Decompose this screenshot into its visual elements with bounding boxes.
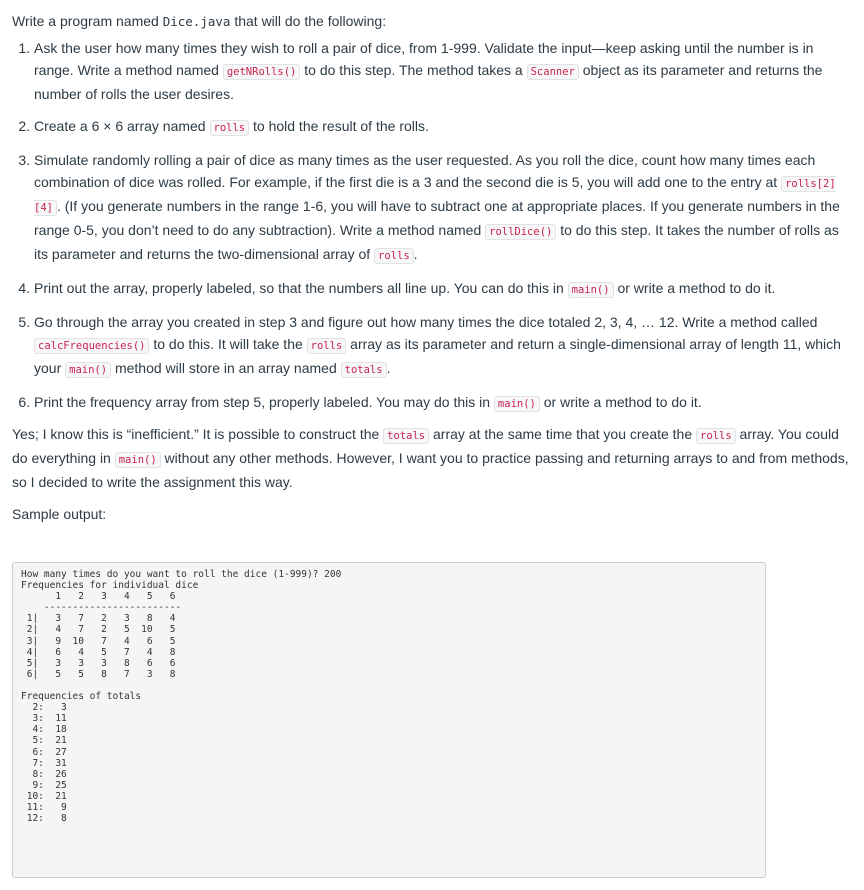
- steps-list: [12, 37, 852, 415]
- totals-row: 10: 21: [21, 790, 67, 802]
- intro-text: Write a program named: [12, 13, 163, 29]
- step-text: to do this step. The method takes a: [300, 62, 527, 78]
- inline-code: main(): [568, 282, 614, 298]
- totals-row: 5: 21: [21, 735, 67, 747]
- inline-code: getNRolls(): [223, 64, 301, 80]
- inline-code: rolls: [210, 120, 250, 136]
- inline-code: rolls: [696, 428, 736, 444]
- step-text: . (If you generate numbers in the range 1-6, you will have to subtract one at appropriate places. If you generate numbers in the range 0-5, you don’t need to do any subtraction). Write a method named: [34, 198, 840, 238]
- step-text: Go through the array you created in step 3 and figure out how many times the dice totaled 2, 3, 4, … 12. Write a method called: [34, 314, 818, 330]
- note-text: array. You could do everything in: [12, 426, 839, 466]
- step-text: or write a method to do it.: [613, 280, 776, 296]
- sample-output-block: [12, 562, 766, 878]
- inline-code: rolls: [307, 338, 347, 354]
- inline-code: main(): [494, 396, 540, 412]
- step-text: .: [386, 360, 391, 376]
- step-5: [34, 311, 852, 381]
- separator-line: ------------------------: [21, 602, 182, 614]
- inline-code: totals: [341, 362, 387, 378]
- sample-output-label: Sample output:: [12, 506, 107, 522]
- step-text: or write a method to do it.: [539, 394, 702, 410]
- step-6: [34, 391, 852, 415]
- step-text: method will store in an array named: [111, 360, 341, 376]
- totals-title-line: Frequencies of totals: [21, 691, 142, 703]
- step-text: Ask the user how many times they wish to roll a pair of dice, from 1-999. Validate the input—keep asking until the number is in range. Write a method named: [34, 40, 814, 78]
- step-4: [34, 277, 852, 301]
- inline-code: rollDice(): [485, 224, 556, 240]
- step-2: [34, 115, 852, 139]
- note-text: without any other methods. However, I want you to practice passing and returning arrays to and from methods, so I decided to write the assignment this way.: [12, 450, 849, 490]
- sample-output-pre: [21, 569, 757, 824]
- totals-row: 6: 27: [21, 746, 67, 758]
- totals-row: 12: 8: [21, 813, 67, 825]
- inline-code: main(): [65, 362, 111, 378]
- totals-row: 3: 11: [21, 713, 67, 725]
- table-row: 4| 6 4 5 7 4 8: [21, 646, 176, 658]
- table-row: 3| 9 10 7 4 6 5: [21, 635, 176, 647]
- col-header-line: 1 2 3 4 5 6: [21, 591, 176, 603]
- inline-code: calcFrequencies(): [34, 338, 149, 354]
- step-3: [34, 149, 852, 267]
- prompt-line: How many times do you want to roll the dice (1-999)? 200: [21, 569, 342, 580]
- table-row: 2| 4 7 2 5 10 5: [21, 624, 176, 636]
- table-row: 6| 5 5 8 7 3 8: [21, 668, 176, 680]
- inline-code: rolls[2][4]: [34, 178, 836, 214]
- note-text: Yes; I know this is “inefficient.” It is possible to construct the: [12, 426, 384, 442]
- note-paragraph: [12, 423, 852, 493]
- step-1: [34, 37, 852, 105]
- step-text: Print the frequency array from step 5, properly labeled. You may do this in: [34, 394, 494, 410]
- step-text: Print out the array, properly labeled, so that the numbers all line up. You can do this in: [34, 280, 568, 296]
- inline-code: rolls: [374, 248, 414, 264]
- step-text: object as its parameter and returns the number of rolls the user desires.: [34, 62, 823, 102]
- step-text: to hold the result of the rolls.: [249, 118, 429, 134]
- step-text: to do this step. It takes the number of rolls as its parameter and returns the two-dimensional array of: [34, 222, 839, 262]
- totals-row: 11: 9: [21, 801, 67, 813]
- intro-paragraph: [12, 10, 852, 33]
- inline-code: Scanner: [527, 64, 579, 80]
- totals-row: 8: 26: [21, 768, 67, 780]
- totals-row: 9: 25: [21, 779, 67, 791]
- step-text: .: [413, 246, 418, 262]
- inline-code: totals: [383, 428, 429, 444]
- step-text: Simulate randomly rolling a pair of dice as many times as the user requested. As you roll the dice, count how many times each combination of dice was rolled. For example, if the first die is a 3 and the second die is 5, you will add one to the entry at: [34, 152, 816, 190]
- step-text: to do this. It will take the: [149, 336, 307, 352]
- inline-code: main(): [115, 452, 161, 468]
- intro-text-end: that will do the following:: [230, 13, 387, 29]
- totals-row: 7: 31: [21, 757, 67, 769]
- totals-row: 4: 18: [21, 724, 67, 736]
- table-row: 1| 3 7 2 3 8 4: [21, 613, 176, 625]
- note-text: array at the same time that you create the: [429, 426, 697, 442]
- totals-row: 2: 3: [21, 702, 67, 714]
- filename-code: Dice.java: [162, 14, 231, 29]
- step-text: array as its parameter and return a single-dimensional array of length 11, which your: [34, 336, 841, 376]
- table-row: 5| 3 3 3 8 6 6: [21, 657, 176, 669]
- freq-title-line: Frequencies for individual dice: [21, 580, 199, 592]
- step-text: Create a 6 × 6 array named: [34, 118, 210, 134]
